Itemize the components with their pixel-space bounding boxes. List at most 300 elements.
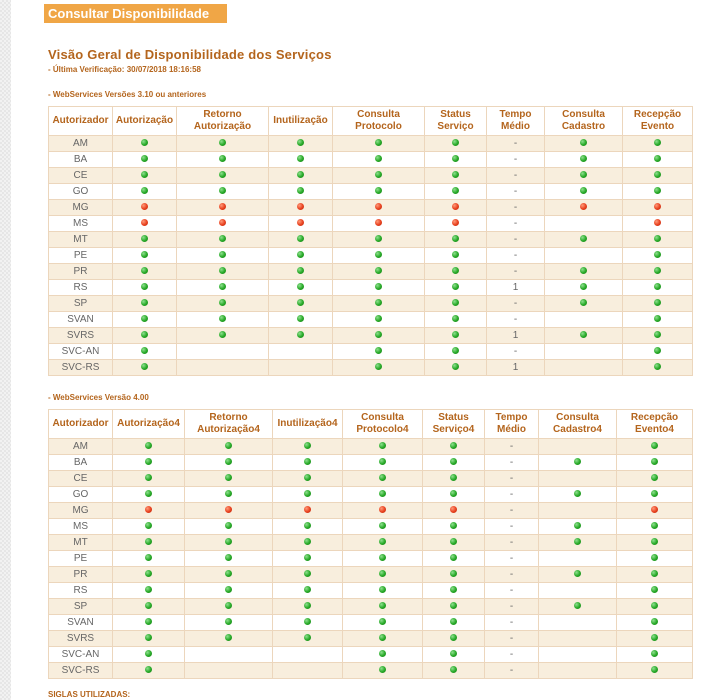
status-cell (113, 280, 177, 296)
tempo-medio-cell: - (487, 296, 545, 312)
status-cell (113, 647, 185, 663)
autorizador-cell: SP (49, 599, 113, 615)
status-cell (333, 136, 425, 152)
column-header-label: Inutilização (273, 115, 328, 126)
status-red-icon (141, 219, 148, 226)
status-green-icon (145, 586, 152, 593)
status-green-icon (580, 139, 587, 146)
column-header-label: Autorização4 (197, 424, 260, 435)
column-header-label: Cadastro4 (553, 424, 602, 435)
status-cell (333, 264, 425, 280)
status-cell (273, 583, 343, 599)
autorizador-cell: SVAN (49, 312, 113, 328)
status-cell (113, 503, 185, 519)
status-red-icon (219, 219, 226, 226)
table-row (49, 216, 693, 232)
status-green-icon (580, 267, 587, 274)
status-green-icon (450, 650, 457, 657)
status-red-icon (452, 203, 459, 210)
status-cell (333, 344, 425, 360)
status-cell (177, 200, 269, 216)
status-green-icon (225, 634, 232, 641)
status-cell (177, 280, 269, 296)
status-cell (185, 519, 273, 535)
status-green-icon (450, 522, 457, 529)
status-cell (113, 615, 185, 631)
status-green-icon (450, 554, 457, 561)
status-cell (177, 152, 269, 168)
status-cell (617, 455, 693, 471)
status-green-icon (450, 634, 457, 641)
status-cell (343, 615, 423, 631)
column-header-label: Autorizador (52, 418, 109, 429)
status-green-icon (379, 602, 386, 609)
column-header-label: Médio (501, 121, 530, 132)
table-row (49, 631, 693, 647)
column-header (185, 410, 273, 439)
status-cell (423, 471, 485, 487)
status-cell (617, 487, 693, 503)
status-cell (269, 136, 333, 152)
status-cell (273, 487, 343, 503)
status-green-icon (450, 538, 457, 545)
status-cell (425, 296, 487, 312)
status-cell (113, 471, 185, 487)
status-cell (623, 184, 693, 200)
status-cell (343, 599, 423, 615)
status-cell (539, 519, 617, 535)
status-green-icon (375, 139, 382, 146)
autorizador-cell: MT (49, 232, 113, 248)
status-cell (273, 567, 343, 583)
status-cell (269, 152, 333, 168)
status-red-icon (145, 506, 152, 513)
table-row (49, 232, 693, 248)
status-green-icon (297, 283, 304, 290)
column-header-label: Serviço4 (432, 424, 475, 435)
page-header-title: Consultar Disponibilidade (44, 4, 227, 23)
tempo-medio-cell: - (487, 200, 545, 216)
table-row (49, 599, 693, 615)
status-green-icon (379, 634, 386, 641)
status-cell (623, 280, 693, 296)
column-header-label: Status (438, 412, 469, 423)
status-cell (333, 232, 425, 248)
status-cell (333, 296, 425, 312)
status-cell (343, 647, 423, 663)
status-cell (425, 312, 487, 328)
column-header-label: Consulta (562, 109, 605, 120)
status-green-icon (375, 235, 382, 242)
status-green-icon (375, 347, 382, 354)
status-green-icon (452, 235, 459, 242)
status-cell (623, 136, 693, 152)
status-red-icon (651, 506, 658, 513)
status-green-icon (450, 618, 457, 625)
status-red-icon (297, 203, 304, 210)
status-cell (539, 455, 617, 471)
status-cell (423, 583, 485, 599)
status-red-icon (580, 203, 587, 210)
autorizador-cell: PR (49, 567, 113, 583)
page-content (11, 0, 704, 700)
tempo-medio-cell: - (487, 344, 545, 360)
status-green-icon (379, 442, 386, 449)
status-green-icon (219, 155, 226, 162)
status-cell (269, 248, 333, 264)
status-cell (177, 296, 269, 312)
tempo-medio-cell: - (487, 264, 545, 280)
status-cell (185, 615, 273, 631)
column-header (343, 410, 423, 439)
status-cell (113, 551, 185, 567)
status-green-icon (654, 299, 661, 306)
status-green-icon (651, 666, 658, 673)
status-green-icon (297, 235, 304, 242)
status-green-icon (452, 299, 459, 306)
status-cell (623, 232, 693, 248)
status-green-icon (145, 618, 152, 625)
column-header-label: Serviço (437, 121, 474, 132)
empty-cell (539, 647, 617, 663)
status-green-icon (654, 363, 661, 370)
status-cell (177, 248, 269, 264)
column-header-label: Status (440, 109, 471, 120)
table-row (49, 280, 693, 296)
status-green-icon (375, 267, 382, 274)
autorizador-cell: SVC-RS (49, 360, 113, 376)
siglas-heading: SIGLAS UTILIZADAS: (48, 690, 131, 699)
table-row (49, 312, 693, 328)
status-green-icon (375, 299, 382, 306)
status-cell (269, 184, 333, 200)
status-green-icon (654, 187, 661, 194)
status-green-icon (145, 458, 152, 465)
autorizador-cell: MS (49, 519, 113, 535)
status-green-icon (654, 139, 661, 146)
status-cell (343, 519, 423, 535)
status-green-icon (580, 283, 587, 290)
status-cell (113, 487, 185, 503)
status-green-icon (574, 490, 581, 497)
table-row (49, 328, 693, 344)
status-green-icon (304, 586, 311, 593)
status-green-icon (145, 442, 152, 449)
status-green-icon (304, 554, 311, 561)
status-cell (423, 487, 485, 503)
autorizador-cell: MG (49, 200, 113, 216)
status-cell (113, 136, 177, 152)
status-cell (423, 631, 485, 647)
status-green-icon (452, 363, 459, 370)
status-cell (623, 328, 693, 344)
status-green-icon (225, 554, 232, 561)
empty-cell (177, 344, 269, 360)
status-cell (425, 360, 487, 376)
status-green-icon (141, 187, 148, 194)
status-green-icon (379, 538, 386, 545)
status-cell (343, 471, 423, 487)
empty-cell (545, 360, 623, 376)
status-green-icon (141, 155, 148, 162)
status-cell (185, 551, 273, 567)
status-green-icon (580, 155, 587, 162)
status-green-icon (219, 267, 226, 274)
status-cell (425, 280, 487, 296)
status-cell (113, 519, 185, 535)
status-green-icon (452, 139, 459, 146)
tempo-medio-cell: - (487, 184, 545, 200)
status-cell (177, 264, 269, 280)
status-green-icon (304, 458, 311, 465)
status-cell (423, 455, 485, 471)
status-cell (113, 360, 177, 376)
empty-cell (539, 471, 617, 487)
autorizador-cell: CE (49, 168, 113, 184)
empty-cell (273, 647, 343, 663)
status-cell (343, 551, 423, 567)
status-red-icon (450, 506, 457, 513)
status-cell (333, 152, 425, 168)
status-green-icon (145, 474, 152, 481)
status-green-icon (145, 666, 152, 673)
status-cell (333, 184, 425, 200)
status-green-icon (450, 490, 457, 497)
status-cell (113, 216, 177, 232)
status-cell (113, 663, 185, 679)
empty-cell (177, 360, 269, 376)
status-cell (177, 136, 269, 152)
column-header (623, 107, 693, 136)
table-row (49, 615, 693, 631)
status-green-icon (654, 235, 661, 242)
column-header-label: Recepção (630, 412, 679, 423)
empty-cell (269, 344, 333, 360)
status-cell (545, 264, 623, 280)
status-cell (343, 439, 423, 455)
tempo-medio-cell: - (487, 232, 545, 248)
empty-cell (545, 312, 623, 328)
status-cell (333, 216, 425, 232)
status-cell (333, 168, 425, 184)
status-cell (269, 216, 333, 232)
status-green-icon (145, 650, 152, 657)
status-green-icon (219, 171, 226, 178)
status-cell (423, 663, 485, 679)
status-green-icon (651, 570, 658, 577)
column-header-label: Consulta (361, 412, 404, 423)
status-green-icon (580, 331, 587, 338)
status-cell (185, 583, 273, 599)
status-cell (273, 471, 343, 487)
tempo-medio-cell: - (485, 455, 539, 471)
status-green-icon (452, 283, 459, 290)
column-header-label: Protocolo4 (356, 424, 409, 435)
status-cell (269, 328, 333, 344)
autorizador-cell: PE (49, 248, 113, 264)
status-green-icon (574, 538, 581, 545)
status-green-icon (145, 538, 152, 545)
empty-cell (185, 663, 273, 679)
status-green-icon (651, 650, 658, 657)
table-row (49, 296, 693, 312)
status-green-icon (450, 458, 457, 465)
tempo-medio-cell: - (487, 168, 545, 184)
status-green-icon (450, 602, 457, 609)
status-cell (545, 280, 623, 296)
status-cell (617, 631, 693, 647)
status-green-icon (219, 235, 226, 242)
column-header-label: Médio (497, 424, 526, 435)
autorizador-cell: SVAN (49, 615, 113, 631)
status-green-icon (141, 363, 148, 370)
status-cell (185, 487, 273, 503)
status-cell (269, 296, 333, 312)
status-green-icon (297, 155, 304, 162)
status-red-icon (304, 506, 311, 513)
column-header-label: Evento4 (635, 424, 674, 435)
status-green-icon (452, 267, 459, 274)
column-header-label: Tempo (499, 109, 532, 120)
status-cell (617, 503, 693, 519)
status-cell (177, 184, 269, 200)
autorizador-cell: PR (49, 264, 113, 280)
status-cell (425, 248, 487, 264)
status-green-icon (654, 155, 661, 162)
column-header-label: Retorno (209, 412, 248, 423)
status-green-icon (304, 490, 311, 497)
status-green-icon (141, 331, 148, 338)
status-cell (113, 455, 185, 471)
status-green-icon (219, 315, 226, 322)
status-cell (273, 455, 343, 471)
table-row (49, 647, 693, 663)
status-green-icon (452, 155, 459, 162)
tempo-medio-cell: - (487, 136, 545, 152)
status-green-icon (141, 283, 148, 290)
table-row (49, 551, 693, 567)
autorizador-cell: SVRS (49, 328, 113, 344)
status-cell (423, 551, 485, 567)
status-cell (545, 184, 623, 200)
status-cell (113, 152, 177, 168)
status-red-icon (379, 506, 386, 513)
status-cell (113, 232, 177, 248)
table-header-row (49, 410, 693, 439)
column-header (269, 107, 333, 136)
status-green-icon (651, 442, 658, 449)
status-cell (539, 599, 617, 615)
section-title-v400: - WebServices Versão 4.00 (48, 393, 149, 402)
status-cell (113, 535, 185, 551)
status-cell (545, 328, 623, 344)
table-row (49, 583, 693, 599)
status-cell (425, 136, 487, 152)
table-row (49, 567, 693, 583)
status-cell (623, 200, 693, 216)
autorizador-cell: SVC-AN (49, 344, 113, 360)
status-green-icon (452, 347, 459, 354)
status-cell (185, 471, 273, 487)
status-cell (113, 184, 177, 200)
status-green-icon (651, 602, 658, 609)
status-green-icon (654, 283, 661, 290)
table-row (49, 248, 693, 264)
column-header-label: Tempo (495, 412, 528, 423)
status-cell (343, 631, 423, 647)
status-cell (273, 599, 343, 615)
status-cell (273, 631, 343, 647)
status-cell (177, 168, 269, 184)
table-row (49, 344, 693, 360)
column-header (425, 107, 487, 136)
status-green-icon (574, 602, 581, 609)
empty-cell (539, 631, 617, 647)
status-cell (425, 264, 487, 280)
column-header-label: Inutilização4 (277, 418, 338, 429)
status-table-v310 (48, 106, 693, 376)
autorizador-cell: SVRS (49, 631, 113, 647)
autorizador-cell: SP (49, 296, 113, 312)
column-header (423, 410, 485, 439)
status-cell (623, 264, 693, 280)
status-cell (423, 503, 485, 519)
column-header-label: Consulta (556, 412, 599, 423)
status-cell (617, 439, 693, 455)
column-header-label: Autorização (115, 115, 174, 126)
status-cell (185, 455, 273, 471)
tempo-medio-cell: - (487, 312, 545, 328)
autorizador-cell: BA (49, 152, 113, 168)
status-cell (545, 200, 623, 216)
empty-cell (539, 663, 617, 679)
status-green-icon (219, 283, 226, 290)
autorizador-cell: SVC-RS (49, 663, 113, 679)
status-green-icon (379, 554, 386, 561)
tempo-medio-cell: - (485, 439, 539, 455)
empty-cell (539, 615, 617, 631)
autorizador-cell: RS (49, 280, 113, 296)
status-cell (545, 152, 623, 168)
status-cell (539, 535, 617, 551)
autorizador-cell: GO (49, 184, 113, 200)
status-cell (617, 567, 693, 583)
status-cell (623, 312, 693, 328)
status-cell (343, 535, 423, 551)
status-cell (185, 439, 273, 455)
status-green-icon (450, 586, 457, 593)
empty-cell (545, 344, 623, 360)
autorizador-cell: MG (49, 503, 113, 519)
status-cell (185, 503, 273, 519)
status-cell (425, 200, 487, 216)
status-green-icon (141, 267, 148, 274)
autorizador-cell: MT (49, 535, 113, 551)
status-green-icon (304, 634, 311, 641)
status-cell (617, 583, 693, 599)
status-cell (177, 328, 269, 344)
status-cell (343, 583, 423, 599)
status-cell (623, 248, 693, 264)
status-green-icon (379, 474, 386, 481)
status-green-icon (225, 490, 232, 497)
status-cell (333, 280, 425, 296)
tempo-medio-cell: - (485, 519, 539, 535)
status-green-icon (654, 171, 661, 178)
status-green-icon (651, 586, 658, 593)
status-cell (423, 519, 485, 535)
status-green-icon (452, 187, 459, 194)
